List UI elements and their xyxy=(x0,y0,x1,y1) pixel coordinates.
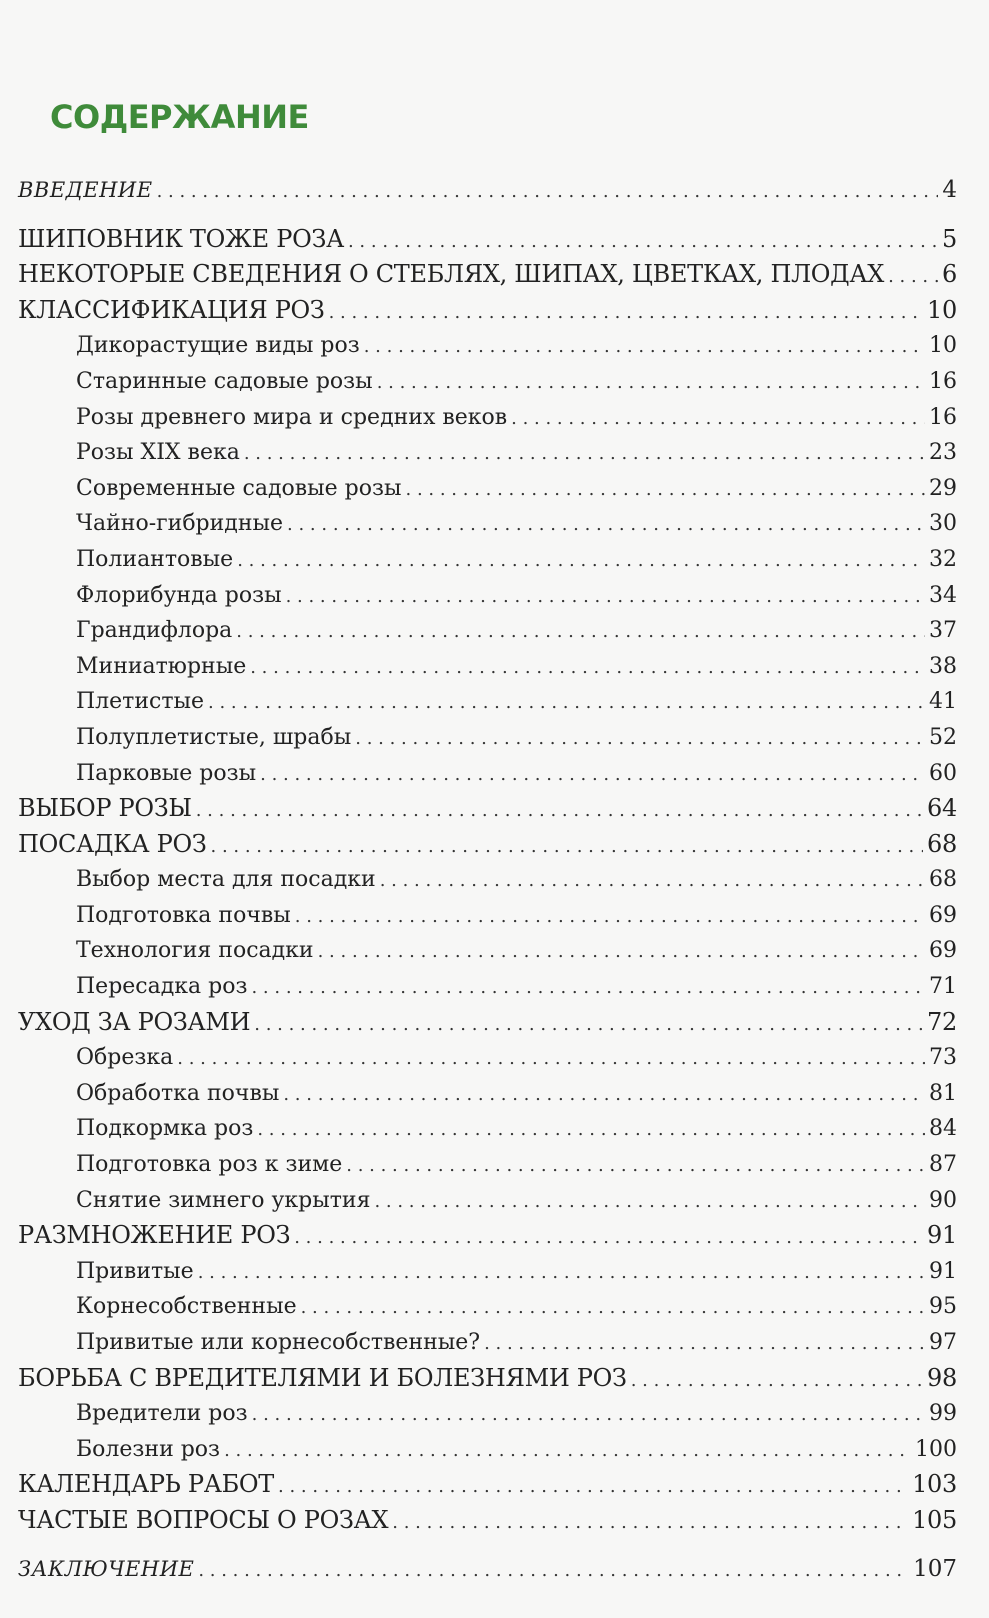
toc-entry-page-number: 71 xyxy=(929,974,957,1000)
toc-entry xyxy=(18,827,957,863)
dot-leader xyxy=(294,1220,923,1256)
toc-entry xyxy=(18,756,957,792)
toc-entry-label: Старинные садовые розы xyxy=(76,368,373,394)
toc-entry-page-number: 23 xyxy=(929,440,957,466)
toc-entry-page-number: 95 xyxy=(929,1294,957,1320)
dot-leader xyxy=(260,757,925,793)
dot-leader xyxy=(287,507,925,543)
toc-entry-label: Грандифлора xyxy=(76,618,233,644)
toc-entry xyxy=(18,471,957,507)
toc-entry xyxy=(18,1183,957,1219)
toc-entry-label: Болезни роз xyxy=(76,1436,221,1462)
toc-entry-page-number: 10 xyxy=(929,333,957,359)
toc-entry-label: Полиантовые xyxy=(76,546,234,572)
dot-leader xyxy=(224,1433,911,1469)
toc-entry-page-number: 73 xyxy=(929,1045,957,1071)
dot-leader xyxy=(301,1290,925,1326)
toc-entry xyxy=(18,506,957,542)
toc-entry xyxy=(18,1467,957,1503)
dot-leader xyxy=(198,1255,925,1291)
toc-entry xyxy=(18,257,957,293)
toc-entry xyxy=(18,1289,957,1325)
toc-entry-label: Снятие зимнего укрытия xyxy=(76,1187,371,1213)
toc-entry xyxy=(18,578,957,614)
dot-leader xyxy=(377,365,925,401)
toc-entry-label: ПОСАДКА РОЗ xyxy=(18,829,207,858)
toc-entry-label: Полуплетистые, шрабы xyxy=(76,724,352,750)
toc-entry-label: Вредители роз xyxy=(76,1401,248,1427)
dot-leader xyxy=(348,224,938,260)
toc-entry-page-number: 90 xyxy=(929,1187,957,1213)
toc-entry xyxy=(18,969,957,1005)
dot-leader xyxy=(244,436,925,472)
toc-entry xyxy=(18,1076,957,1112)
dot-leader xyxy=(278,1469,908,1505)
toc-entry xyxy=(18,898,957,934)
toc-entry xyxy=(18,1432,957,1468)
toc-entry-page-number: 52 xyxy=(929,724,957,750)
toc-entry-label: Технология посадки xyxy=(76,938,314,964)
toc-entry-label: Корнесобственные xyxy=(76,1294,297,1320)
dot-leader xyxy=(286,579,925,615)
toc-entry xyxy=(18,173,957,209)
toc-entry xyxy=(18,400,957,436)
toc-entry-page-number: 29 xyxy=(929,475,957,501)
toc-entry-page-number: 72 xyxy=(927,1007,957,1036)
toc-entry xyxy=(18,1005,957,1041)
dot-leader xyxy=(236,614,925,650)
toc-entry-label: ЧАСТЫЕ ВОПРОСЫ О РОЗАХ xyxy=(18,1505,389,1534)
toc-entry-label: Привитые xyxy=(76,1258,194,1284)
toc-entry xyxy=(18,222,957,258)
toc-entry-label: КАЛЕНДАРЬ РАБОТ xyxy=(18,1470,275,1499)
dot-leader xyxy=(511,401,925,437)
toc-entry xyxy=(18,435,957,471)
dot-leader xyxy=(355,721,925,757)
toc-entry-page-number: 4 xyxy=(942,177,957,203)
toc-entry-label: УХОД ЗА РОЗАМИ xyxy=(18,1007,251,1036)
toc-entry-page-number: 16 xyxy=(929,404,957,430)
toc-entry xyxy=(18,720,957,756)
toc-entry-label: Чайно-гибридные xyxy=(76,511,284,537)
dot-leader xyxy=(484,1326,925,1362)
toc-entry-page-number: 81 xyxy=(929,1080,957,1106)
dot-leader xyxy=(631,1363,923,1399)
toc-entry-page-number: 97 xyxy=(929,1330,957,1355)
toc-entry-label: ШИПОВНИК ТОЖЕ РОЗА xyxy=(18,224,344,253)
dot-leader xyxy=(329,295,923,331)
toc-entry-label: РАЗМНОЖЕНИЕ РОЗ xyxy=(18,1221,291,1250)
dot-leader xyxy=(208,685,925,721)
dot-leader xyxy=(254,1007,923,1043)
toc-entry-page-number: 84 xyxy=(929,1116,957,1142)
toc-entry xyxy=(18,1254,957,1290)
toc-entry-label: Розы древнего мира и средних веков xyxy=(76,404,508,430)
toc-entry-label: Обработка почвы xyxy=(76,1080,280,1106)
toc-entry-label: Флорибунда розы xyxy=(76,582,282,608)
dot-leader xyxy=(374,1184,925,1220)
toc-entry-label: Дикорастущие виды роз xyxy=(76,333,360,359)
toc-entry-page-number: 5 xyxy=(942,224,957,253)
toc-entry-page-number: 98 xyxy=(927,1363,957,1392)
toc-entry xyxy=(18,364,957,400)
toc-entry-label: Пересадка роз xyxy=(76,974,248,1000)
toc-entry xyxy=(18,1147,957,1183)
toc-entry-page-number: 37 xyxy=(929,618,957,644)
dot-leader xyxy=(392,1505,908,1541)
toc-entry xyxy=(18,649,957,685)
toc-entry-page-number: 6 xyxy=(942,260,957,289)
toc-entry xyxy=(18,293,957,329)
toc-entry xyxy=(18,1396,957,1432)
dot-leader xyxy=(364,329,925,365)
dot-leader xyxy=(346,1148,925,1184)
toc-entry-label: НЕКОТОРЫЕ СВЕДЕНИЯ О СТЕБЛЯХ, ШИПАХ, ЦВЕТКАХ, ПЛОДАХ xyxy=(18,260,885,289)
toc-entry-label: ЗАКЛЮЧЕНИЕ xyxy=(18,1556,195,1581)
toc-entry xyxy=(18,1325,957,1361)
toc-entry-label: Современные садовые розы xyxy=(76,475,402,501)
toc-entry-label: КЛАССИФИКАЦИЯ РОЗ xyxy=(18,295,325,324)
toc-entry-page-number: 16 xyxy=(929,368,957,394)
toc-entry-page-number: 60 xyxy=(929,760,957,786)
dot-leader xyxy=(198,1553,909,1589)
toc-entry-label: Розы XIX века xyxy=(76,440,240,466)
toc-entry-page-number: 105 xyxy=(912,1505,957,1534)
toc-entry xyxy=(18,613,957,649)
toc-entry-page-number: 30 xyxy=(929,511,957,537)
toc-entry-page-number: 87 xyxy=(929,1152,957,1178)
toc-entry-label: Подготовка роз к зиме xyxy=(76,1152,343,1178)
toc-entry xyxy=(18,1218,957,1254)
dot-leader xyxy=(196,793,923,829)
toc-entry-label: Миниатюрные xyxy=(76,653,247,679)
toc-entry-page-number: 100 xyxy=(915,1436,957,1462)
toc-entry-page-number: 99 xyxy=(929,1401,957,1427)
toc-entry-page-number: 68 xyxy=(927,829,957,858)
toc-entry-label: Плетистые xyxy=(76,689,205,715)
toc-entry-page-number: 38 xyxy=(929,653,957,679)
page-title: СОДЕРЖАНИЕ xyxy=(50,98,309,136)
toc-entry-page-number: 41 xyxy=(929,689,957,715)
toc-entry-page-number: 69 xyxy=(929,938,957,964)
toc-entry-page-number: 91 xyxy=(929,1258,957,1284)
toc-entry-page-number: 10 xyxy=(927,295,957,324)
dot-leader xyxy=(888,259,938,295)
toc-entry xyxy=(18,1040,957,1076)
toc-entry xyxy=(18,684,957,720)
dot-leader xyxy=(237,543,925,579)
table-of-contents xyxy=(18,173,957,1587)
toc-entry-label: Выбор места для посадки xyxy=(76,867,376,893)
toc-entry xyxy=(18,933,957,969)
toc-entry xyxy=(18,542,957,578)
dot-leader xyxy=(177,1041,925,1077)
dot-leader xyxy=(406,472,925,508)
toc-entry-label: БОРЬБА С ВРЕДИТЕЛЯМИ И БОЛЕЗНЯМИ РОЗ xyxy=(18,1363,627,1392)
toc-entry xyxy=(18,1111,957,1147)
toc-entry-label: Подкормка роз xyxy=(76,1116,254,1142)
dot-leader xyxy=(283,1077,925,1113)
dot-leader xyxy=(295,899,925,935)
toc-entry-label: Обрезка xyxy=(76,1045,174,1071)
toc-entry-page-number: 69 xyxy=(929,902,957,928)
toc-entry-page-number: 32 xyxy=(929,546,957,572)
toc-entry-page-number: 34 xyxy=(929,582,957,608)
dot-leader xyxy=(251,970,925,1006)
toc-entry-page-number: 64 xyxy=(927,794,957,823)
dot-leader xyxy=(250,650,925,686)
dot-leader xyxy=(157,174,939,210)
toc-entry-label: Парковые розы xyxy=(76,760,257,786)
dot-leader xyxy=(380,863,925,899)
toc-entry xyxy=(18,328,957,364)
toc-entry xyxy=(18,1503,957,1539)
dot-leader xyxy=(257,1112,925,1148)
toc-entry xyxy=(18,791,957,827)
toc-entry xyxy=(18,1361,957,1397)
toc-entry-page-number: 107 xyxy=(913,1555,957,1582)
toc-entry xyxy=(18,1552,957,1588)
toc-entry xyxy=(18,862,957,898)
toc-entry-page-number: 91 xyxy=(927,1221,957,1250)
dot-leader xyxy=(211,829,924,865)
toc-entry-page-number: 68 xyxy=(929,867,957,893)
dot-leader xyxy=(252,1397,925,1433)
toc-entry-label: Привитые или корнесобственные? xyxy=(76,1330,481,1355)
toc-entry-label: Подготовка почвы xyxy=(76,902,291,928)
toc-entry-label: ВЫБОР РОЗЫ xyxy=(18,794,192,823)
toc-entry-page-number: 103 xyxy=(912,1470,957,1499)
dot-leader xyxy=(318,934,925,970)
toc-entry-label: ВВЕДЕНИЕ xyxy=(18,178,153,202)
